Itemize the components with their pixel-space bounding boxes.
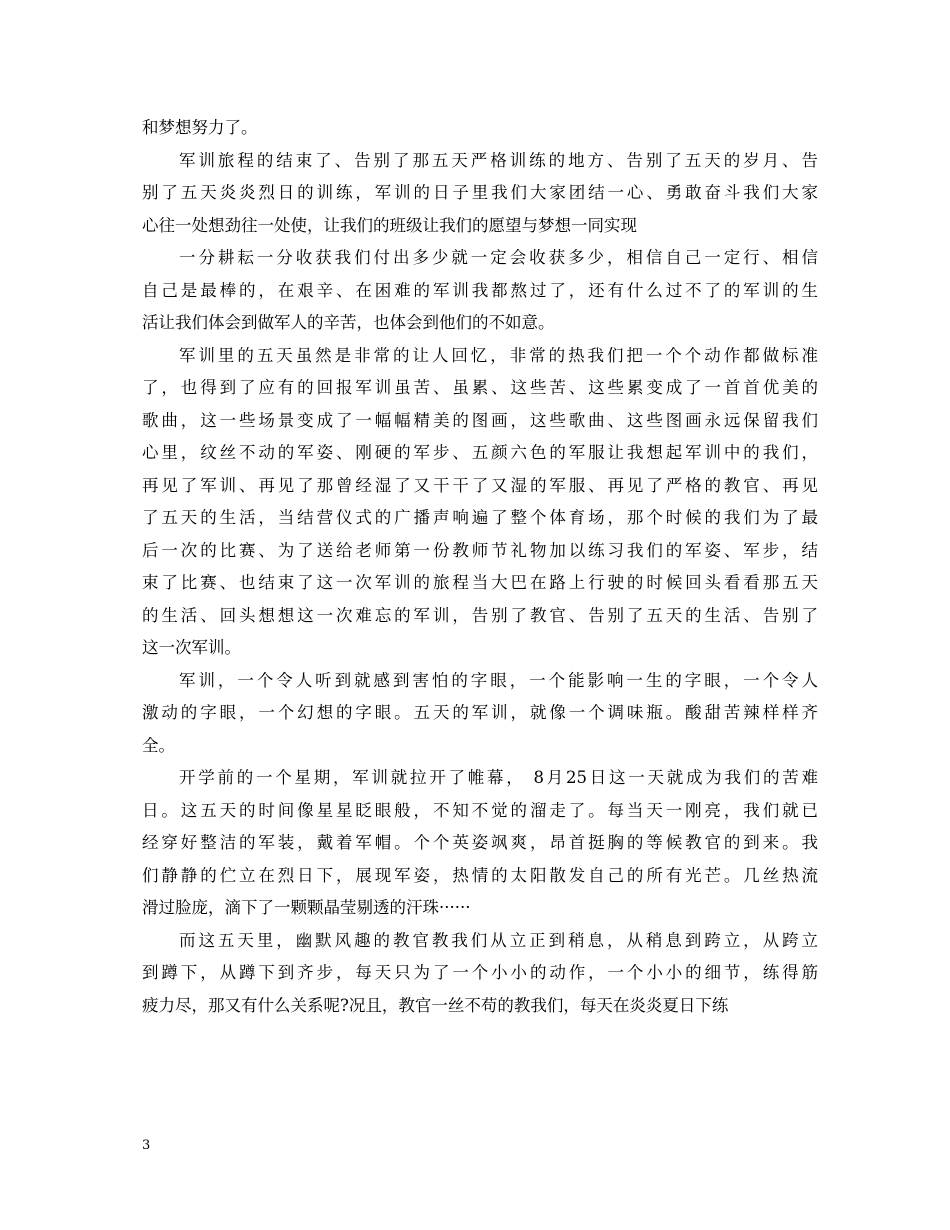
paragraph [142, 925, 818, 1023]
paragraph [142, 762, 818, 925]
paragraph [142, 145, 818, 243]
text-line: 自己是最棒的，在艰辛、在困难的军训我都熬过了，还有什么过不了的军训的生 [142, 280, 818, 300]
text-line: 别了五天炎炎烈日的训练，军训的日子里我们大家团结一心、勇敢奋斗我们大家 [142, 183, 818, 202]
document-body [142, 112, 818, 1022]
paragraph [142, 340, 818, 665]
text-line: 歌曲，这一些场景变成了一幅幅精美的图画，这些歌曲、这些图画永远保留我们 [142, 410, 818, 430]
text-line: 活让我们体会到做军人的辛苦，也体会到他们的不如意。 [142, 313, 555, 332]
text-line: 后一次的比赛、为了送给老师第一份教师节礼物加以练习我们的军姿、军步，结 [142, 540, 818, 560]
text-line: 和梦想努力了。 [142, 118, 258, 137]
text-line: 了五天的生活，当结营仪式的广播声响遍了整个体育场，那个时候的我们为了最 [142, 508, 818, 527]
text-line: 日。这五天的时间像星星眨眼般，不知不觉的溜走了。每当天一刚亮，我们就已 [142, 800, 818, 820]
text-line: 一分耕耘一分收获我们付出多少就一定会收获多少，相信自己一定行、相信 [179, 248, 818, 267]
paragraph [142, 242, 818, 340]
text-line: 了，也得到了应有的回报军训虽苦、虽累、这些苦、这些累变成了一首首优美的 [142, 378, 818, 397]
text-line: 疲力尽，那又有什么关系呢?况且，教官一丝不苟的教我们，每天在炎炎夏日下练 [142, 995, 729, 1015]
page-number: 3 [142, 1138, 151, 1153]
text-line: 滑过脸庞，滴下了一颗颗晶莹剔透的汗珠······ [142, 898, 471, 917]
text-line: 军训旅程的结束了、告别了那五天严格训练的地方、告别了五天的岁月、告 [179, 150, 818, 170]
text-line: 的生活、回头想想这一次难忘的军训，告别了教官、告别了五天的生活、告别了 [142, 605, 818, 625]
text-line: 全。 [142, 735, 175, 755]
text-line: 激动的字眼，一个幻想的字眼。五天的军训，就像一个调味瓶。酸甜苦辣样样齐 [142, 703, 818, 722]
text-line: 军训里的五天虽然是非常的让人回忆，非常的热我们把一个个动作都做标准 [179, 345, 818, 365]
text-line: 再见了军训、再见了那曾经湿了又干干了又湿的军服、再见了严格的教官、再见 [142, 475, 818, 495]
text-line: 们静静的伫立在烈日下，展现军姿，热情的太阳散发自己的所有光芒。几丝热流 [142, 865, 818, 885]
text-line: 而这五天里，幽默风趣的教官教我们从立正到稍息，从稍息到跨立，从跨立 [179, 930, 818, 950]
text-line: 开学前的一个星期，军训就拉开了帷幕， 8月25日这一天就成为我们的苦难 [179, 768, 818, 787]
text-line: 军训，一个令人听到就感到害怕的字眼，一个能影响一生的字眼，一个令人 [179, 670, 818, 690]
text-line: 到蹲下，从蹲下到齐步，每天只为了一个小小的动作，一个小小的细节，练得筋 [142, 963, 818, 982]
paragraph [142, 665, 818, 763]
text-line: 心往一处想劲往一处使，让我们的班级让我们的愿望与梦想一同实现 [142, 215, 637, 235]
text-line: 心里，纹丝不动的军姿、刚硬的军步、五颜六色的军服让我想起军训中的我们， [142, 443, 818, 462]
paragraph [142, 112, 818, 145]
text-line: 经穿好整洁的军装，戴着军帽。个个英姿飒爽，昂首挺胸的等候教官的到来。我 [142, 833, 818, 852]
text-line: 这一次军训。 [142, 638, 241, 657]
text-line: 束了比赛、也结束了这一次军训的旅程当大巴在路上行驶的时候回头看看那五天 [142, 573, 818, 592]
